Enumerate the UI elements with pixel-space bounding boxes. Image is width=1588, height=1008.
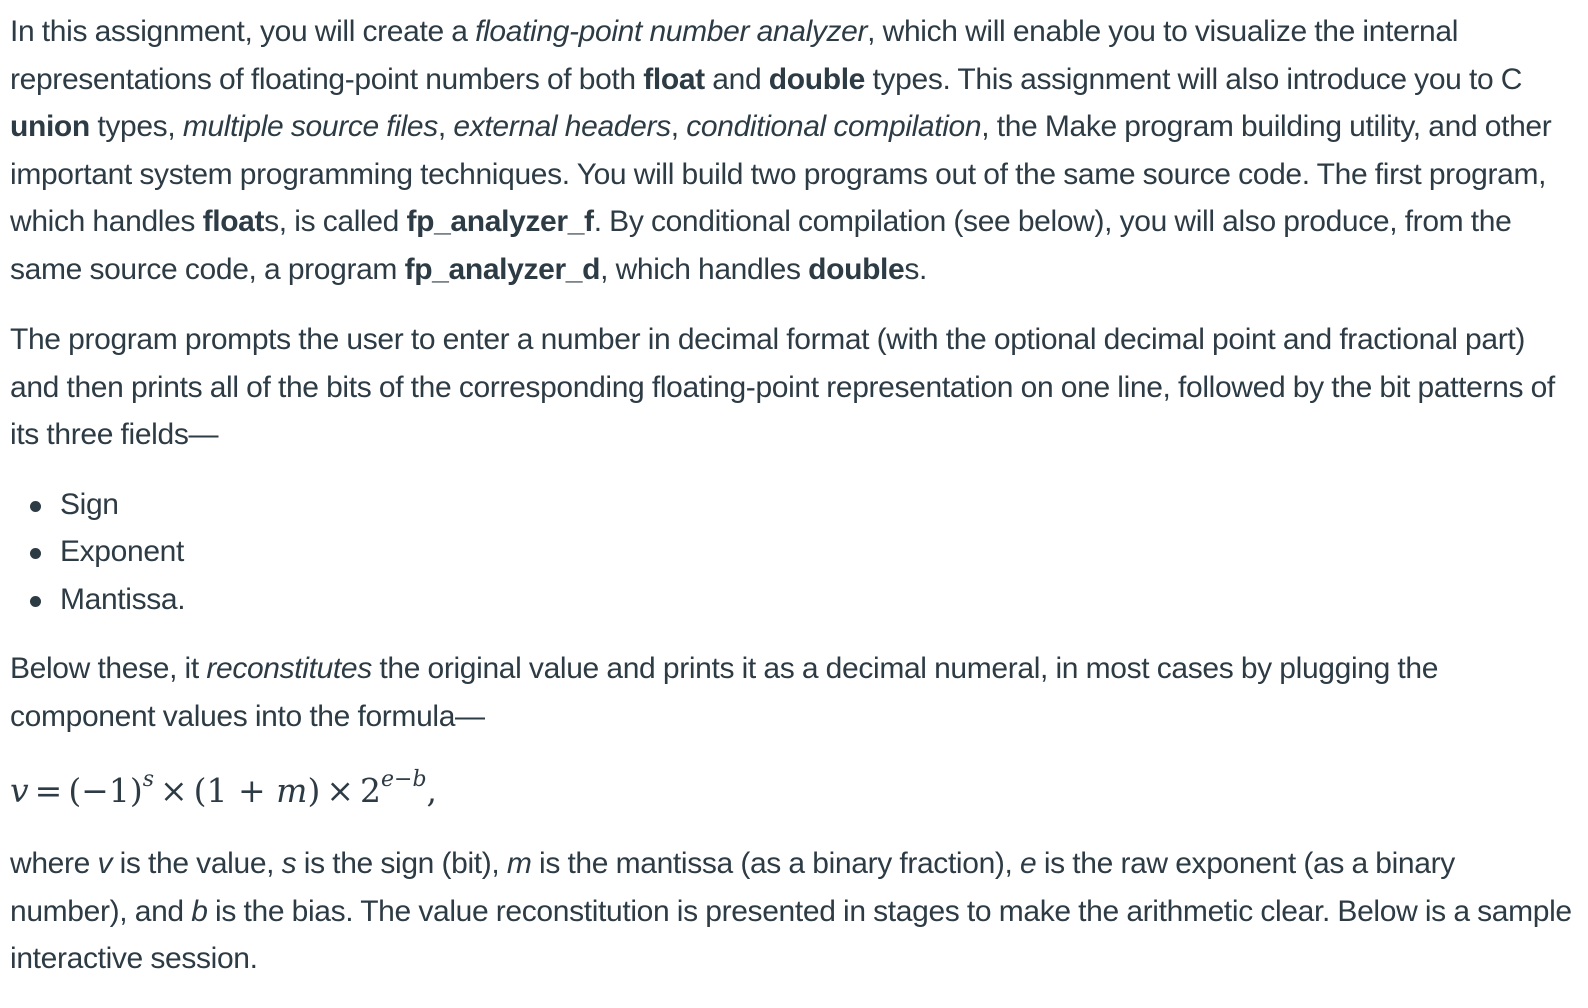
text-run: the original value and prints it as a decimal numeral, in most cases by plugging the component values into the formula— [10,652,1439,733]
text-run: is the raw exponent (as a binary number), and [10,847,1455,928]
text-run: is the bias. The value reconstitution is presented in stages to make the arithmetic clear. Below is a sample interactive session. [10,894,1572,975]
emphasis-reconstitutes: reconstitutes [206,652,372,685]
text-run: In this assignment, you will create a [10,15,476,48]
var-b: b [191,894,208,928]
var-e: e [1020,847,1037,880]
formula-close-paren: ) [307,771,321,810]
text-run: Below these, it [10,652,207,685]
text-run: is the value, [112,847,282,880]
var-s: s [281,847,297,880]
formula-v: v [10,771,29,810]
prompt-paragraph: The program prompts the user to enter a number in decimal format (with the optional decimal point and fractional part) and then prints all of the bits of the corresponding floating-point representation on one line, followed by the bit patterns of its three fields— [10,323,1555,451]
text-run: s, is called [264,205,407,238]
bold-union: union [10,110,90,143]
list-item-mantissa: Mantissa. [60,576,1578,624]
emphasis-conditional-compilation: conditional compilation [686,110,982,143]
formula-comma: , [426,771,438,810]
text-run: s. [904,252,928,286]
formula-paren: (1 + [193,771,277,810]
text-run: where [10,847,98,880]
text-run: , [437,110,454,143]
text-run: and [704,62,769,96]
text-run: types. This assignment will also introduce you to C [865,62,1523,96]
text-run: types, [89,110,183,143]
formula-times: × [326,771,354,810]
reconstitute-paragraph [10,645,1578,740]
var-v: v [97,847,113,880]
bold-double: double [808,252,905,286]
formula-base: (−1) [68,771,143,810]
bold-float: float [202,205,265,238]
text-run: , which will enable you to visualize the internal representations of floating-point numbers of both [10,15,1459,96]
formula-two: 2 [360,771,381,810]
text-run: , which handles [600,252,809,286]
bold-program-name-d: fp_analyzer_d [404,252,601,286]
formula-equals: = [34,771,63,810]
value-formula [10,760,1578,814]
intro-paragraph [10,8,1578,293]
emphasis-external-headers: external headers [453,110,671,143]
formula-m: m [276,771,308,810]
var-m: m [506,847,532,880]
fields-list [10,481,1578,624]
emphasis-multiple-source-files: multiple source files [182,110,438,143]
bold-float: float [643,62,705,96]
formula-power: e−b [381,767,427,792]
text-run: is the sign (bit), [296,847,507,880]
formula-sign-exponent: s [142,767,155,792]
list-item-sign: Sign [60,481,1578,529]
list-item-exponent: Exponent [60,528,1578,576]
formula-times: × [160,771,188,810]
text-run: . By conditional compilation (see below), you will also produce, from the same source code, a program [10,205,1512,286]
bold-program-name-f: fp_analyzer_f [406,205,594,238]
text-run: , the Make program building utility, and other important system programming techniques. You will build two programs out of the same source code. The first program, which handles [10,110,1552,238]
bold-double: double [768,62,866,96]
where-paragraph [10,840,1578,983]
text-run: is the mantissa (as a binary fraction), [531,847,1021,880]
text-run: , [670,110,687,143]
emphasis-floating-point-analyzer: floating-point number analyzer [475,15,868,48]
